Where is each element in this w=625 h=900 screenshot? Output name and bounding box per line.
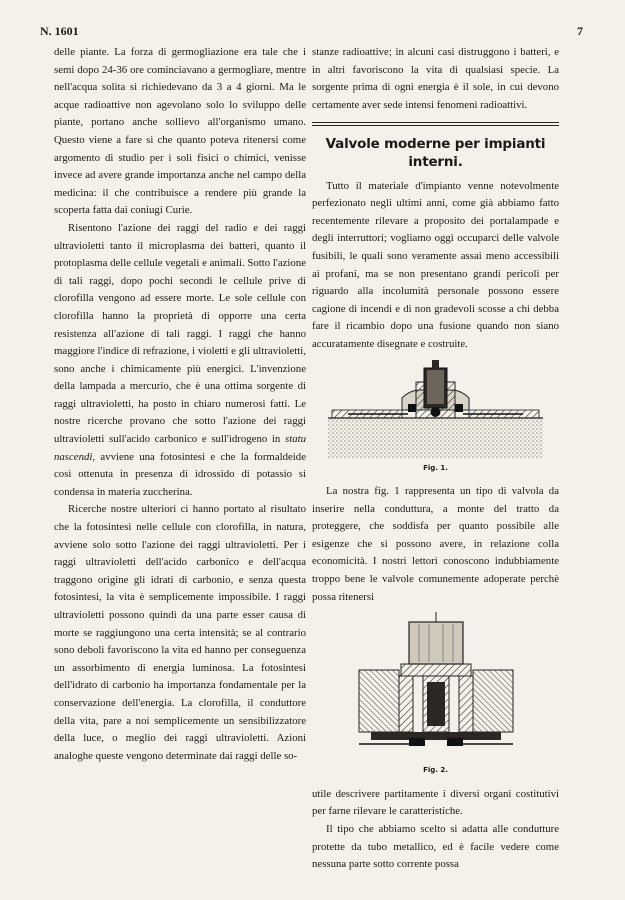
- figure-caption: Fig. 2.: [423, 766, 448, 775]
- fuse-valve-figure-2: [351, 612, 521, 760]
- divider: [312, 122, 559, 123]
- page-number: 7: [577, 24, 583, 38]
- paragraph: utile descrivere partitamente i diversi organi costitutivi per farne rilevare le caratteristiche.: [312, 787, 559, 818]
- divider: [312, 125, 559, 126]
- paragraph: Ricerche nostre ulteriori ci hanno portato al risultato che la fotosintesi nelle cellule con clorofilla, in natura, avviene solo sotto l'azione dei raggi ultravioletti. Per i raggi ultravioletti dell'acido carbonico e dell'acqua traggono origine gli idrati di carbonio, e senza questa fotosintesi, la vita è semplicemente impossibile. I raggi ultravioletti possono quindi da una parte esser causa di morte se raggiungono una certa intensità; se al contrario sono deboli favoriscono la vita ed hanno per conseguenza un assorbimento di energia luminosa. La fotosintesi dell'idrato di carbonio ha importanza fondamentale per la conservazione dell'energia. La clorofilla, il conduttore della vita, pare a noi semplicemente un sensibilizzatore della luce, o meglio dei raggi ultravioletti. Azioni analoghe queste vengono determinate dai raggi delle so-: [54, 503, 306, 762]
- fuse-valve-figure-1: [328, 360, 543, 458]
- paragraph-text: avviene una fotosintesi e che la formaldeide così ottenuta in presenza di idrossido di potassio si condensa in materia zuccherina.: [54, 450, 306, 498]
- paragraph: La nostra fig. 1 rappresenta un tipo di valvola da inserire nella conduttura, a monte del tratto da proteggere, che soddisfa per quanto possibile alle esigenze che si possono avere, in relazione colla economicità. I nostri lettori conoscono indubbiamente troppo bene le valvole comunemente adoperate perchè possa ritenersi: [312, 485, 559, 603]
- page-header: [40, 24, 583, 39]
- right-column: [312, 44, 559, 874]
- left-column: [54, 44, 306, 765]
- paragraph: Tutto il materiale d'impianto venne notevolmente perfezionato negli ultimi anni, come già abbiamo fatto recentemente rilevare a proposito dei portalampade e degli interruttori; vogliamo oggi occuparci delle valvole fusibili, le quali sono veramente assai meno accessibili ai profani, ma se non presentano grandi pericoli per riguardo alla incolumità personale possono essere cagione di incendi e di non gradevoli scosse a chi debba fare il ricambio dopo una fusione quando non siano accuratamente disegnate e costruite.: [312, 179, 559, 350]
- paragraph: Il tipo che abbiamo scelto si adatta alle condutture protette da tubo metallico, ed è facile vedere come nessuna parte sotto corrente possa: [312, 823, 559, 871]
- paragraph: [54, 220, 306, 502]
- italic-phrase: statu nascendi,: [54, 433, 306, 463]
- paragraph: stanze radioattive; in alcuni casi distruggono i batteri, e in altri favoriscono la vita di qualsiasi specie. La sorgente prima di ogni energia è il sole, in cui devono certamente aver sede intensi fenomeni radioattivi.: [312, 46, 559, 111]
- issue-number: N. 1601: [40, 24, 79, 38]
- section-title: Valvole moderne per impianti interni.: [325, 136, 546, 170]
- figure-caption: Fig. 1.: [423, 463, 448, 472]
- paragraph: delle piante. La forza di germogliazione era tale che i semi dopo 24-36 ore cominciavano a germogliare, mentre nell'acqua solita si richiedevano da 3 a 4 giorni. Ma le acque radioattive non agevolano solo lo sviluppo delle piante, portano anche sollievo all'organismo umano. Questo viene a fare sì che quanto poteva ritenersi come argomento di studio per i soli fisici o chimici, venisse invece ad avere grande importanza anche nel campo della medicina: il che contribuisce a rendere più grande la scoperta fatta dai coniugi Curie.: [54, 46, 306, 217]
- paragraph-text: Risentono l'azione dei raggi del radio e dei raggi ultravioletti tanto il microplasma dei batteri, quanto il protoplasma delle cellule vegetali e animali. Sotto l'azione di tali raggi, dopo pochi secondi le cellule prive di clorofilla vengono ad essere morte. Le sole cellule con clorofilla hanno la proprietà di opporre una certa resistenza all'azione di tali raggi. I raggi che hanno maggiore l'indice di refrazione, i violetti e gli ultravioletti, sono anche i chimicamente più energici. L'invenzione della lampada a mercurio, che è una ottima sorgente di raggi ultravioletti, ha posto in chiaro numerosi fatti. Le nostre ricerche provano che sotto l'azione dei raggi ultravioletti sull'acido carbonico e sull'idrogeno in: [54, 221, 306, 446]
